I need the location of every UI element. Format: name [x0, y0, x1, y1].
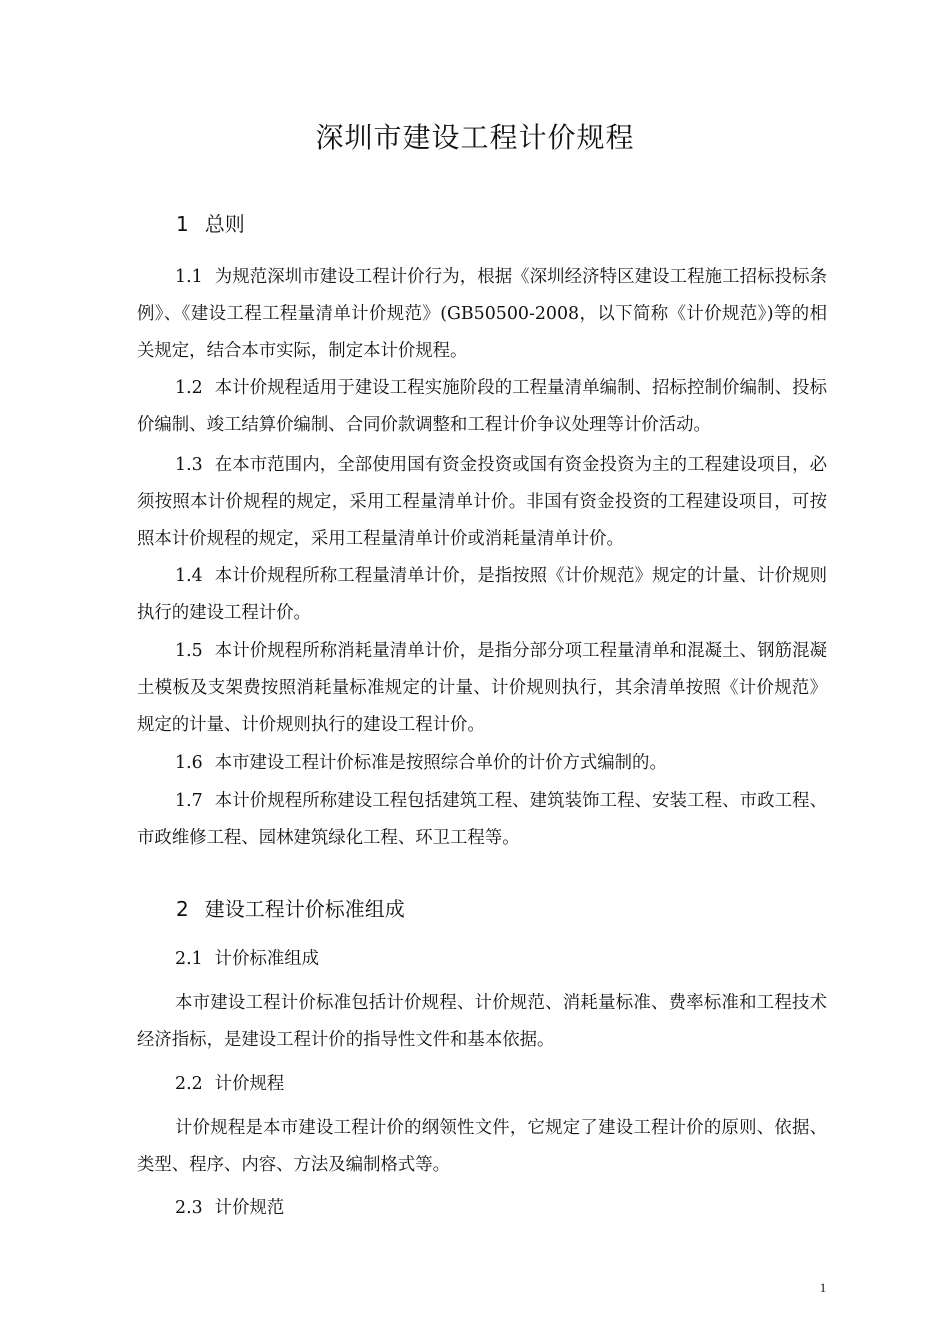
section-2-heading: [176, 895, 405, 923]
subsection-title: 计价规范: [214, 1198, 285, 1218]
clause-text: 本市建设工程计价标准是按照综合单价的计价方式编制的。: [214, 753, 667, 773]
section-2-title: 建设工程计价标准组成: [204, 897, 405, 921]
clause-text: 在本市范围内，全部使用国有资金投资或国有资金投资为主的工程建设项目，必须按照本计价规程的规定，采用工程量清单计价。非国有资金投资的工程建设项目，可按照本计价规程的规定，采用工程量清单计价或消耗量清单计价。: [137, 455, 827, 549]
subsection-2-2-heading: [137, 1066, 827, 1103]
subsection-2-3-heading: [137, 1190, 827, 1227]
page-number: 1: [819, 1280, 827, 1295]
clause-number: 2.3: [175, 1198, 203, 1218]
clause-number: 1.4: [175, 566, 203, 586]
clause-number: 1.6: [175, 753, 203, 773]
subsection-2-1-heading: [137, 941, 827, 978]
section-1-heading: [176, 210, 245, 238]
clause-text: 为规范深圳市建设工程计价行为，根据《深圳经济特区建设工程施工招标投标条例》、《建设工程工程量清单计价规范》(GB50500-2008，以下简称《计价规范》)等的相关规定，结合本市实际，制定本计价规程。: [137, 267, 827, 361]
paragraph-1-5: [137, 633, 827, 744]
paragraph-1-7: [137, 783, 827, 857]
subsection-title: 计价规程: [214, 1074, 285, 1094]
clause-text: 本计价规程所称建设工程包括建筑工程、建筑装饰工程、安装工程、市政工程、市政维修工程、园林建筑绿化工程、环卫工程等。: [137, 791, 827, 848]
section-1-number: 1: [176, 212, 189, 236]
clause-text: 本计价规程所称工程量清单计价，是指按照《计价规范》规定的计量、计价规则执行的建设工程计价。: [137, 566, 827, 623]
section-2-number: 2: [176, 897, 189, 921]
clause-text: 本计价规程适用于建设工程实施阶段的工程量清单编制、招标控制价编制、投标价编制、竣工结算价编制、合同价款调整和工程计价争议处理等计价活动。: [137, 378, 827, 435]
document-title: 深圳市建设工程计价规程: [315, 121, 635, 154]
paragraph-1-6: [137, 745, 827, 782]
clause-number: 1.1: [175, 267, 203, 287]
subsection-title: 计价标准组成: [214, 949, 320, 969]
clause-number: 2.2: [175, 1074, 203, 1094]
clause-text: 本计价规程所称消耗量清单计价，是指分部分项工程量清单和混凝土、钢筋混凝土模板及支架费按照消耗量标准规定的计量、计价规则执行，其余清单按照《计价规范》规定的计量、计价规则执行的建设工程计价。: [137, 641, 827, 735]
clause-number: 1.7: [175, 791, 203, 811]
paragraph-1-2: [137, 370, 827, 444]
clause-number: 1.2: [175, 378, 203, 398]
paragraph-1-3: [137, 447, 827, 558]
clause-number: 1.5: [175, 641, 203, 661]
clause-number: 2.1: [175, 949, 203, 969]
paragraph-2-2: 计价规程是本市建设工程计价的纲领性文件，它规定了建设工程计价的原则、依据、类型、程序、内容、方法及编制格式等。: [137, 1118, 827, 1175]
clause-number: 1.3: [175, 455, 203, 475]
paragraph-1-1: [137, 259, 827, 370]
paragraph-1-4: [137, 558, 827, 632]
paragraph-2-1: 本市建设工程计价标准包括计价规程、计价规范、消耗量标准、费率标准和工程技术经济指标，是建设工程计价的指导性文件和基本依据。: [137, 993, 827, 1050]
section-1-title: 总则: [204, 212, 245, 236]
